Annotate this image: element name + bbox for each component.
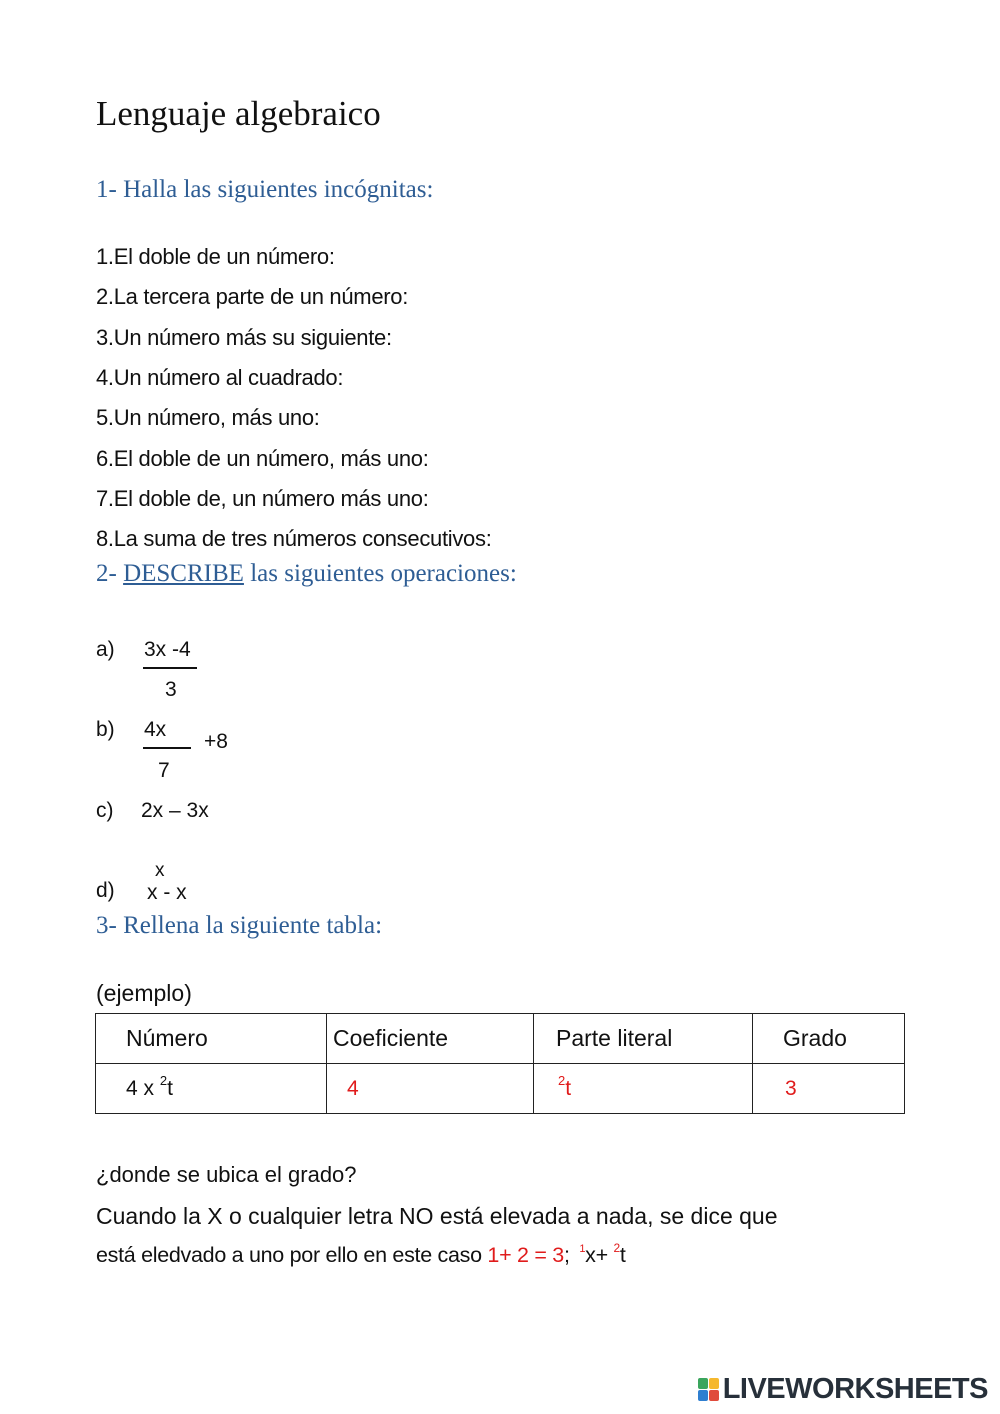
liveworksheets-logo-icon: [698, 1378, 719, 1401]
section-1-heading: 1- Halla las siguientes incógnitas:: [96, 176, 434, 203]
literal-exponent: 2: [558, 1072, 566, 1088]
table-cell-parte-literal: [534, 1064, 753, 1114]
explanation-line-2-text: está eledvado a uno por ello en este caso: [96, 1243, 488, 1267]
operation-a-fraction-bar: [143, 667, 197, 669]
list-item: 5.Un número, más uno:: [96, 405, 320, 430]
table-header-parte-literal: Parte literal: [534, 1014, 753, 1064]
operation-b-denominator: 7: [158, 759, 170, 782]
list-item: 4.Un número al cuadrado:: [96, 365, 344, 390]
list-item: 1.El doble de un número:: [96, 244, 335, 269]
liveworksheets-logo-text: LIVEWORKSHEETS: [722, 1373, 988, 1405]
operation-b-fraction-bar: [143, 747, 191, 749]
section-3-heading: 3- Rellena la siguiente tabla:: [96, 912, 383, 939]
liveworksheets-logo: [698, 1373, 988, 1406]
page-title: Lenguaje algebraico: [96, 94, 381, 133]
term-x: x+: [585, 1243, 608, 1267]
exponent-1: 1: [579, 1243, 586, 1255]
table-header-grado: Grado: [753, 1014, 905, 1064]
table-header-row: [96, 1014, 905, 1064]
operation-d-expression: x - x: [147, 881, 187, 904]
operation-b-numerator: 4x: [144, 718, 167, 741]
operation-b-label: b): [96, 718, 115, 741]
table-cell-coeficiente: 4: [327, 1064, 534, 1114]
exponent-2: 2: [613, 1241, 620, 1255]
grado-question: ¿donde se ubica el grado?: [96, 1162, 357, 1187]
operation-a-denominator: 3: [165, 678, 177, 701]
section-2-heading: [96, 560, 517, 588]
numero-base: 4 x: [126, 1076, 155, 1100]
term-t: t: [619, 1243, 626, 1267]
grado-sum: 1+ 2 = 3: [487, 1243, 564, 1267]
section-2-heading-prefix: 2-: [96, 560, 124, 587]
table-cell-grado: 3: [753, 1064, 905, 1114]
describe-link[interactable]: DESCRIBE: [123, 560, 244, 587]
list-item: 6.El doble de un número, más uno:: [96, 446, 429, 471]
operation-d-exponent: x: [155, 860, 165, 881]
numero-tail: t: [167, 1076, 173, 1100]
operation-a-label: a): [96, 638, 115, 661]
table-cell-numero: [96, 1064, 327, 1114]
explanation-line-2: [96, 1243, 626, 1268]
operation-c-expression: 2x – 3x: [141, 799, 209, 822]
example-table: [95, 1013, 905, 1114]
numero-exponent: 2: [159, 1072, 168, 1088]
table-header-numero: Número: [96, 1014, 327, 1064]
list-item: 3.Un número más su siguiente:: [96, 325, 392, 350]
list-item: 7.El doble de, un número más uno:: [96, 486, 429, 511]
literal-tail: t: [565, 1076, 572, 1100]
operation-a-numerator: 3x -4: [144, 638, 191, 661]
list-item: 2.La tercera parte de un número:: [96, 284, 409, 309]
separator: ;: [563, 1243, 570, 1267]
operation-d-label: d): [96, 879, 115, 902]
table-header-coeficiente: Coeficiente: [327, 1014, 534, 1064]
table-row: [96, 1064, 905, 1114]
example-label: (ejemplo): [96, 980, 192, 1006]
operation-c-label: c): [96, 799, 114, 822]
explanation-line-1: Cuando la X o cualquier letra NO está elevada a nada, se dice que: [96, 1203, 778, 1229]
list-item: 8.La suma de tres números consecutivos:: [96, 526, 492, 551]
operation-b-suffix: +8: [204, 730, 228, 753]
section-2-heading-suffix: las siguientes operaciones:: [243, 560, 517, 587]
